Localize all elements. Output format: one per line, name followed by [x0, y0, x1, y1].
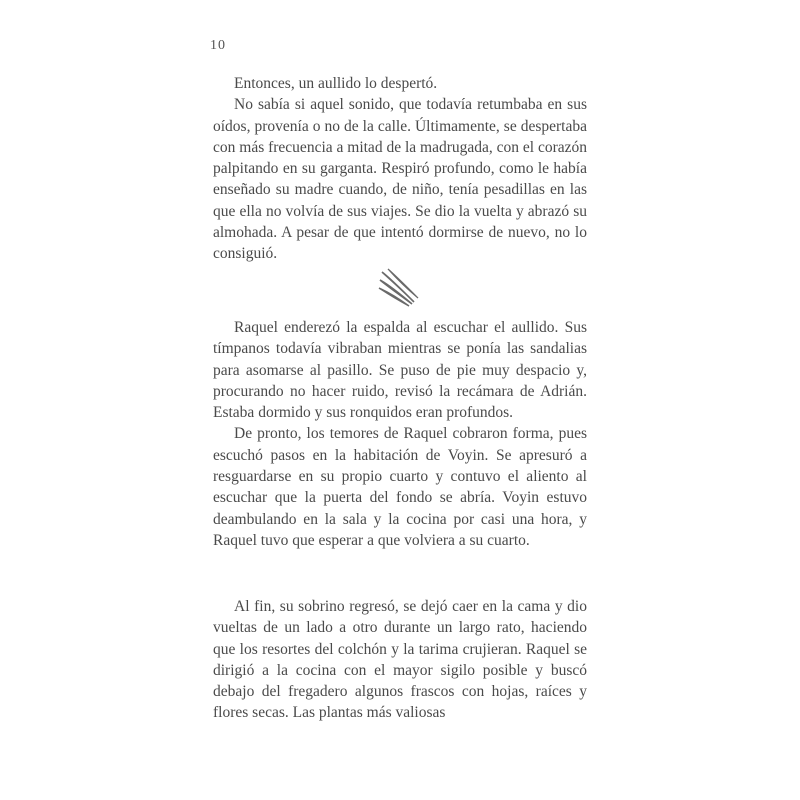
claw-marks-icon — [376, 268, 424, 308]
paragraph: Raquel enderezó la espalda al escuchar el aullido. Sus tímpanos todavía vibraban mientras se ponía las sandalias para asomarse al pasillo. Se puso de pie muy despacio y, procurando no hacer ruido, revisó la recámara de Adrián. Estaba dormido y sus ronquidos eran profundos. — [213, 319, 587, 422]
section-2 — [213, 317, 587, 551]
paragraph: De pronto, los temores de Raquel cobraron forma, pues escuchó pasos en la habitación de Voyin. Se apresuró a resguardarse en su propio cuarto y contuvo el aliento al escuchar que la puerta del fondo se abría. Voyin estuvo deambulando en la sala y la cocina por casi una hora, y Raquel tuvo que esperar a que volviera a su cuarto. — [213, 425, 587, 549]
paragraph: Al fin, su sobrino regresó, se dejó caer en la cama y dio vueltas de un lado a otro durante un largo rato, haciendo que los resortes del colchón y la tarima crujieran. Raquel se dirigió a la cocina con el mayor sigilo posible y buscó debajo del fregadero algunos frascos con hojas, raíces y flores secas. Las plantas más valiosas — [213, 598, 587, 722]
paragraph: Entonces, un aullido lo despertó. — [234, 75, 438, 92]
paragraph: No sabía si aquel sonido, que todavía retumbaba en sus oídos, provenía o no de la calle. Últimamente, se despertaba con más frecuencia a mitad de la madrugada, con el corazón palpitando en su garganta. Respiró profundo, como le había enseñado su madre cuando, de niño, tenía pesadillas en las que ella no volvía de sus viajes. Se dio la vuelta y abrazó su almohada. A pesar de que intentó dormirse de nuevo, no lo consiguió. — [213, 96, 587, 263]
section-3 — [213, 596, 587, 724]
section-1 — [213, 73, 587, 265]
page-number: 10 — [210, 38, 226, 53]
